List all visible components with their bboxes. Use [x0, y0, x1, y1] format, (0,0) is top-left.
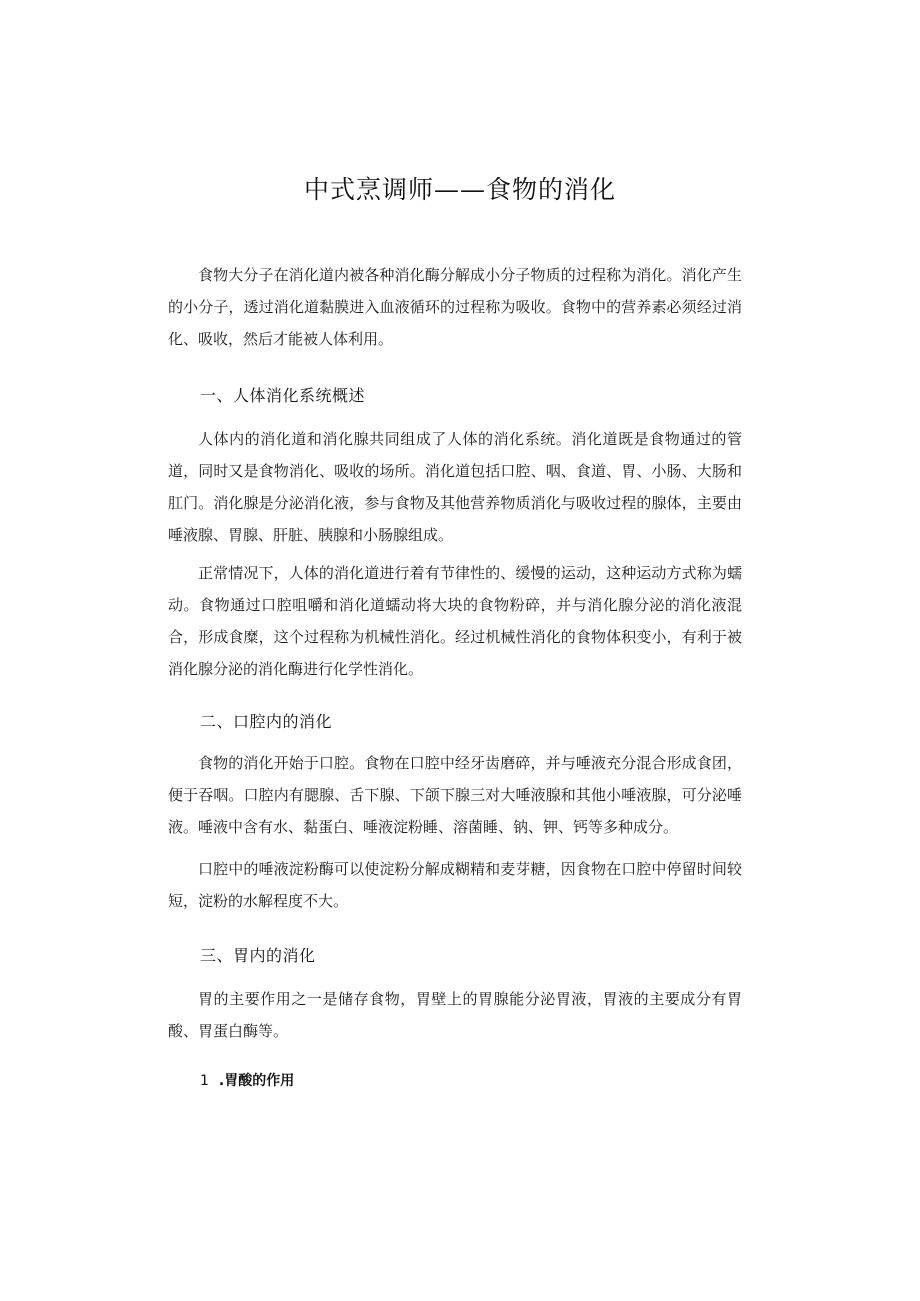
- intro-paragraph: 食物大分子在消化道内被各种消化酶分解成小分子物质的过程称为消化。消化产生的小分子，透过消化道黏膜进入血液循环的过程称为吸收。食物中的营养素必须经过消化、吸收，然后才能被人体利用。: [168, 266, 742, 348]
- page-title: 中式烹调师——食物的消化: [303, 175, 616, 204]
- section-heading-oral: 二、口腔内的消化: [200, 712, 333, 731]
- paragraph-digestive-system: 人体内的消化道和消化腺共同组成了人体的消化系统。消化道既是食物通过的管道，同时又是食物消化、吸收的场所。消化道包括口腔、咽、食道、胃、小肠、大肠和肛门。消化腺是分泌消化液，参与食物及其他营养物质消化与吸收过程的腺体，主要由唾液腺、胃腺、肝脏、胰腺和小肠腺组成。: [168, 430, 742, 544]
- subsection-heading-gastric-acid: [200, 1070, 294, 1090]
- subsection-title: .胃酸的作用: [218, 1073, 295, 1089]
- section-heading-overview: 一、人体消化系统概述: [200, 386, 366, 405]
- paragraph-salivary-amylase: 口腔中的唾液淀粉酶可以使淀粉分解成糊精和麦芽糖，因食物在口腔中停留时间较短，淀粉的水解程度不大。: [168, 860, 742, 910]
- paragraph-oral-digestion: 食物的消化开始于口腔。食物在口腔中经牙齿磨碎，并与唾液充分混合形成食团，便于吞咽。口腔内有腮腺、舌下腺、下颌下腺三对大唾液腺和其他小唾液腺，可分泌唾液。唾液中含有水、黏蛋白、唾液淀粉睡、溶菌睡、钠、钾、钙等多种成分。: [168, 754, 742, 836]
- section-heading-stomach: 三、胃内的消化: [200, 946, 316, 965]
- paragraph-peristalsis: 正常情况下，人体的消化道进行着有节律性的、缓慢的运动，这种运动方式称为蠕动。食物通过口腔咀嚼和消化道蠕动将大块的食物粉碎，并与消化腺分泌的消化液混合，形成食糜，这个过程称为机械性消化。经过机械性消化的食物体积变小，有利于被消化腺分泌的消化酶进行化学性消化。: [168, 564, 742, 678]
- subsection-number: 1: [200, 1073, 209, 1089]
- paragraph-stomach: 胃的主要作用之一是储存食物，胃壁上的胃腺能分泌胃液，胃液的主要成分有胃酸、胃蛋白酶等。: [168, 990, 742, 1040]
